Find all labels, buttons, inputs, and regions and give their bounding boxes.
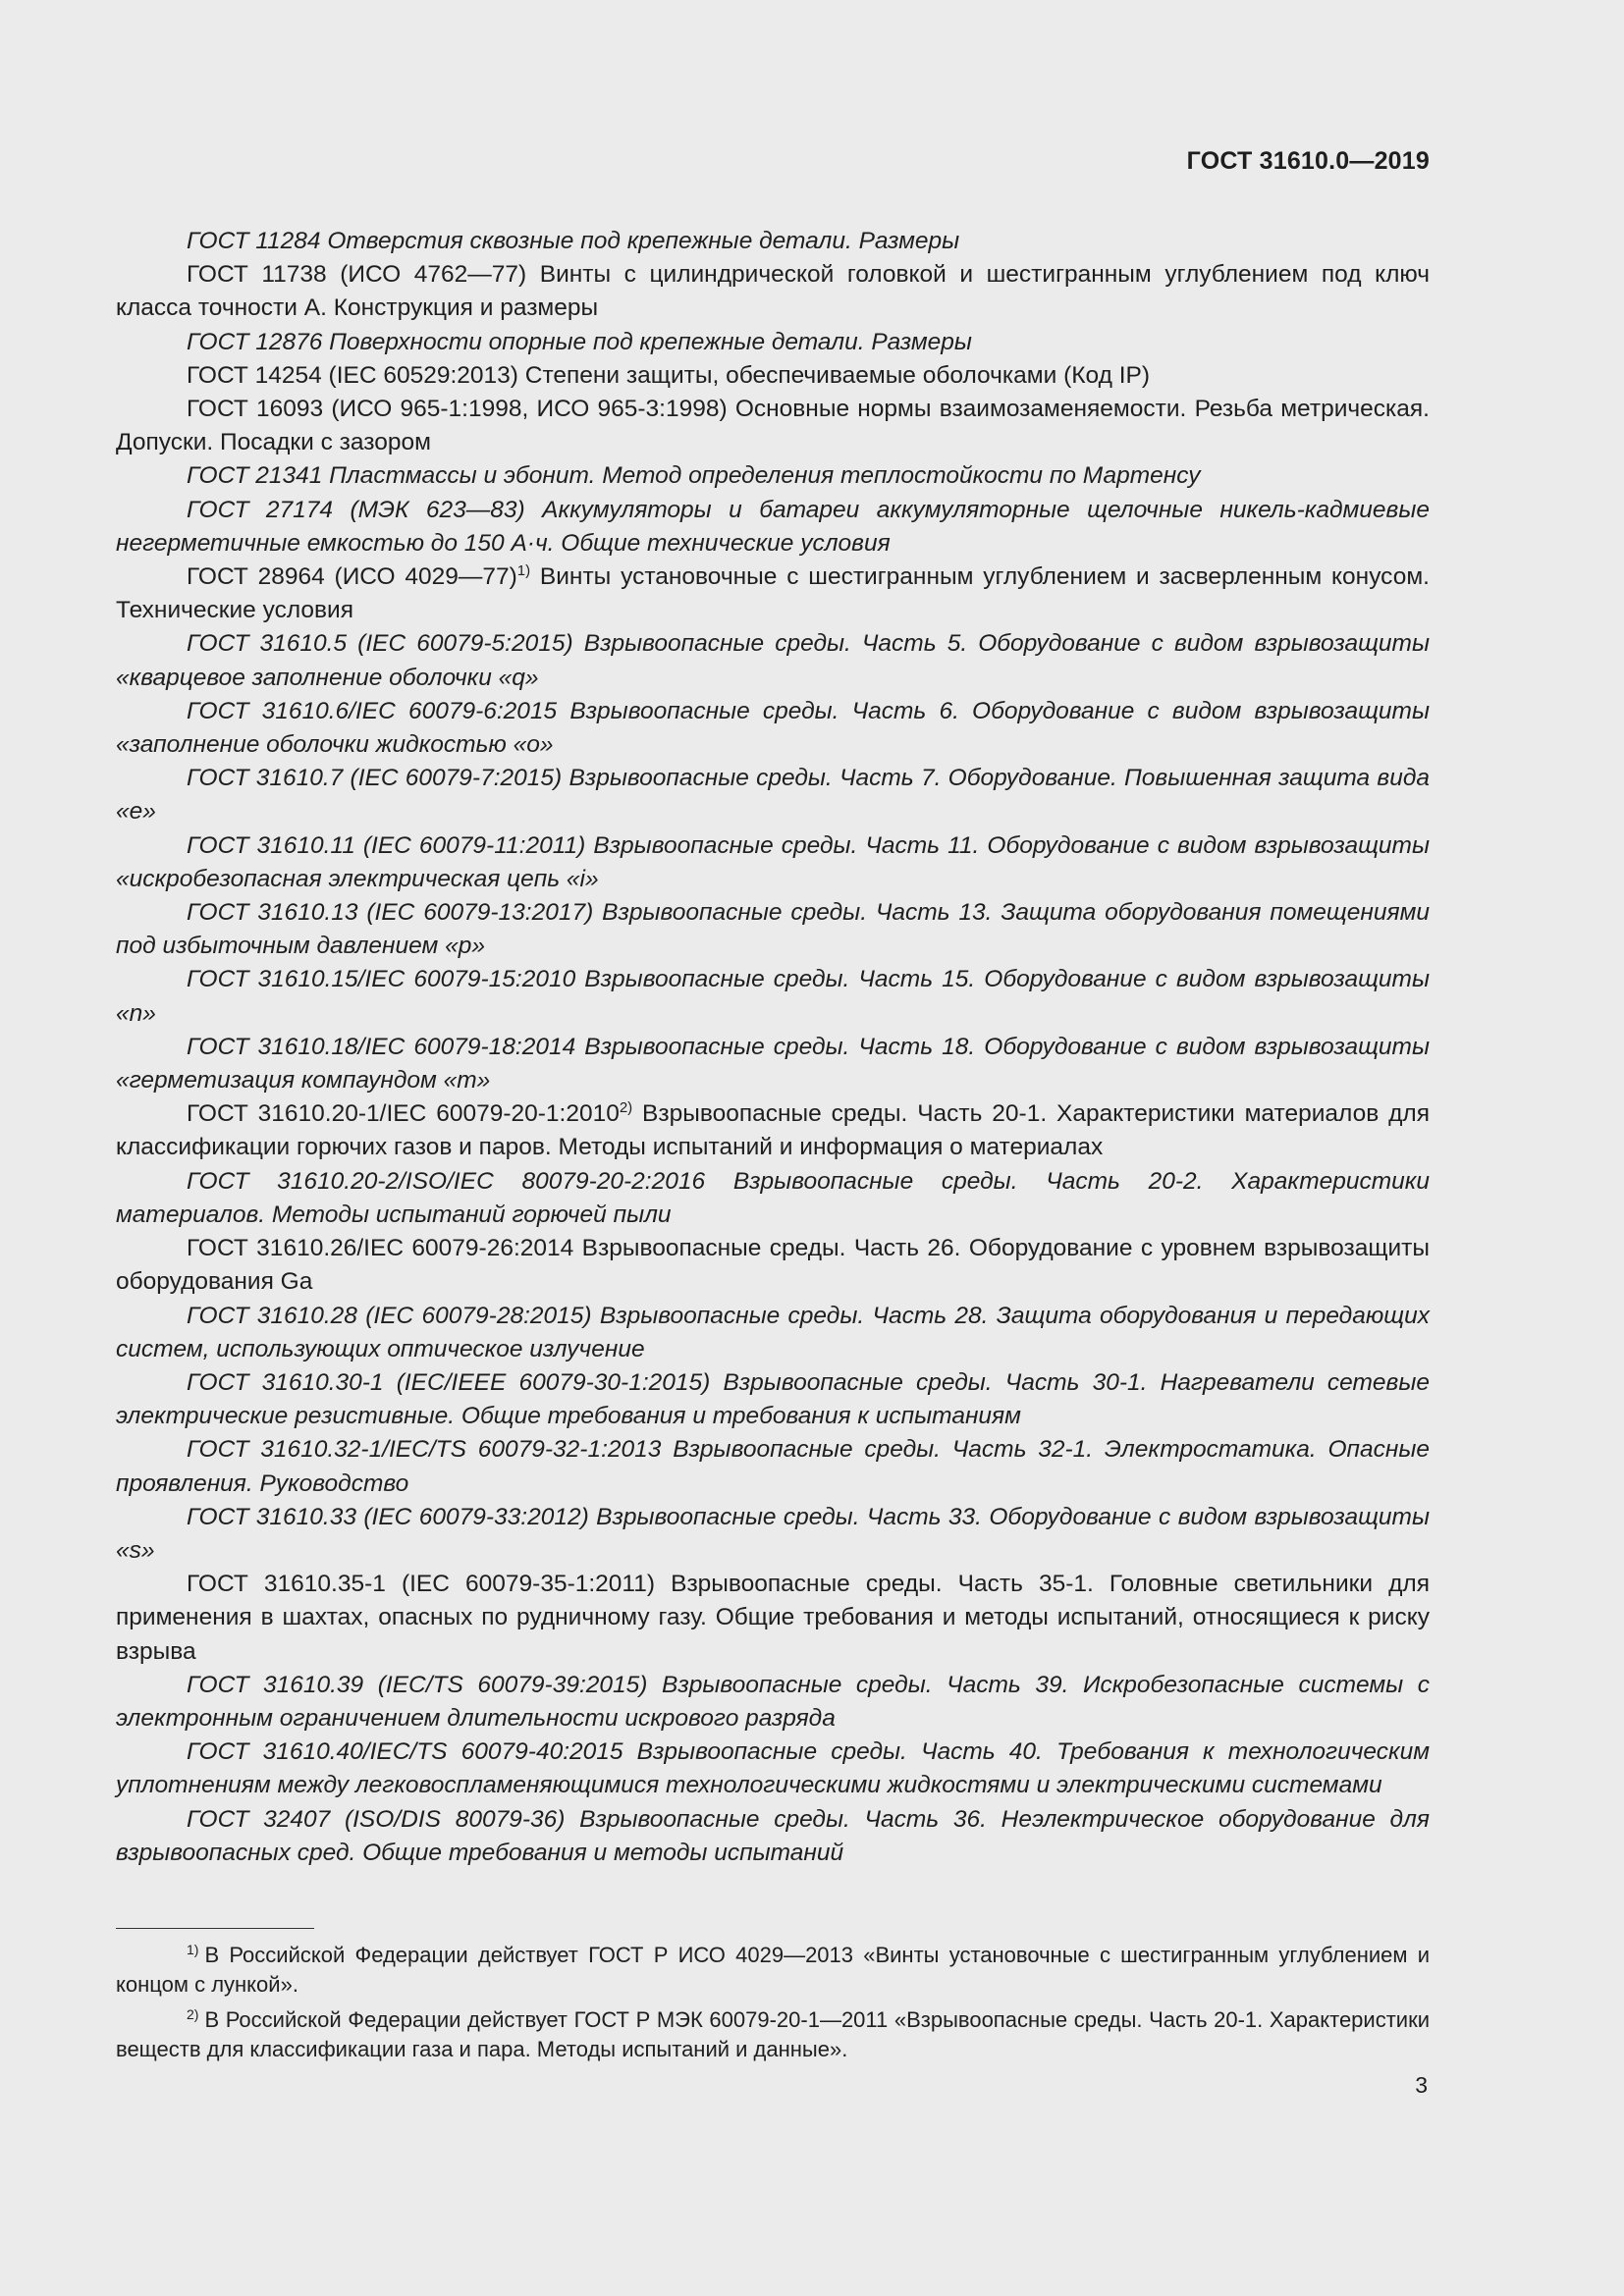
reference-text: ГОСТ 21341 Пластмассы и эбонит. Метод определения теплостойкости по Мартенсу: [187, 462, 1201, 490]
footnote-item: [116, 1941, 1430, 2000]
reference-item: [116, 258, 1430, 325]
reference-item: [116, 326, 1430, 359]
reference-text: ГОСТ 31610.28 (IEC 60079-28:2015) Взрывоопасные среды. Часть 28. Защита оборудования и передающих систем, использующих оптическое излучение: [116, 1302, 1430, 1362]
reference-item: [116, 1366, 1430, 1433]
reference-text: ГОСТ 31610.15/IEC 60079-15:2010 Взрывоопасные среды. Часть 15. Оборудование с видом взрывозащиты «n»: [116, 966, 1430, 1027]
reference-item: [116, 494, 1430, 561]
reference-text: ГОСТ 31610.5 (IEC 60079-5:2015) Взрывоопасные среды. Часть 5. Оборудование с видом взрывозащиты «кварцевое заполнение оболочки «q»: [116, 630, 1430, 691]
reference-item: [116, 1031, 1430, 1097]
reference-item: [116, 1568, 1430, 1669]
reference-text: ГОСТ 11284 Отверстия сквозные под крепежные детали. Размеры: [187, 228, 960, 254]
footnote-mark: 2): [187, 2006, 199, 2022]
reference-text: ГОСТ 31610.39 (IEC/TS 60079-39:2015) Взрывоопасные среды. Часть 39. Искробезопасные системы с электронным ограничением длительности искрового разряда: [116, 1671, 1430, 1732]
reference-item: [116, 225, 1430, 258]
reference-designation: ГОСТ 28964 (ИСО 4029—77): [187, 563, 517, 591]
reference-item: [116, 459, 1430, 493]
reference-text: ГОСТ 31610.35-1 (IEC 60079-35-1:2011) Взрывоопасные среды. Часть 35-1. Головные светильники для применения в шахтах, опасных по рудничному газу. Общие требования и методы испытаний, относящиеся к риску взрыва: [116, 1571, 1430, 1665]
reference-text: ГОСТ 27174 (МЭК 623—83) Аккумуляторы и батареи аккумуляторные щелочные никель-кадмиевые негерметичные емкостью до 150 А·ч. Общие технические условия: [116, 496, 1430, 557]
reference-item: [116, 1735, 1430, 1802]
footnote-item: [116, 2005, 1430, 2064]
reference-item: [116, 1300, 1430, 1366]
reference-text: ГОСТ 31610.7 (IEC 60079-7:2015) Взрывоопасные среды. Часть 7. Оборудование. Повышенная защита вида «е»: [116, 765, 1430, 826]
reference-item: [116, 561, 1430, 627]
reference-text: ГОСТ 31610.11 (IEC 60079-11:2011) Взрывоопасные среды. Часть 11. Оборудование с видом взрывозащиты «искробезопасная электрическая цепь «i»: [116, 831, 1430, 892]
reference-item: [116, 1097, 1430, 1164]
reference-item: [116, 1669, 1430, 1735]
reference-item: [116, 695, 1430, 762]
reference-item: [116, 963, 1430, 1030]
reference-item: [116, 762, 1430, 828]
reference-item: [116, 829, 1430, 896]
reference-item: [116, 1165, 1430, 1232]
normative-references-list: [116, 225, 1430, 1870]
footnote-text: В Российской Федерации действует ГОСТ Р ИСО 4029—2013 «Винты установочные с шестигранным углублением и концом с лункой».: [116, 1943, 1430, 1997]
footnote-mark: 1): [187, 1942, 199, 1957]
reference-item: [116, 1232, 1430, 1299]
reference-item: [116, 896, 1430, 963]
document-header: ГОСТ 31610.0—2019: [1186, 147, 1430, 175]
reference-text: ГОСТ 31610.33 (IEC 60079-33:2012) Взрывоопасные среды. Часть 33. Оборудование с видом взрывозащиты «s»: [116, 1503, 1430, 1564]
footnotes: [116, 1941, 1430, 2070]
reference-text: ГОСТ 32407 (ISO/DIS 80079-36) Взрывоопасные среды. Часть 36. Неэлектрическое оборудование для взрывоопасных сред. Общие требования и методы испытаний: [116, 1805, 1430, 1866]
reference-text: ГОСТ 31610.18/IEC 60079-18:2014 Взрывоопасные среды. Часть 18. Оборудование с видом взрывозащиты «герметизация компаундом «m»: [116, 1033, 1430, 1095]
reference-item: [116, 359, 1430, 393]
reference-item: [116, 627, 1430, 694]
reference-item: [116, 1501, 1430, 1568]
reference-item: [116, 393, 1430, 459]
reference-text: ГОСТ 11738 (ИСО 4762—77) Винты с цилиндрической головкой и шестигранным углублением под ключ класса точности А. Конструкция и размеры: [116, 261, 1430, 322]
reference-text: ГОСТ 16093 (ИСО 965-1:1998, ИСО 965-3:1998) Основные нормы взаимозаменяемости. Резьба метрическая. Допуски. Посадки с зазором: [116, 396, 1430, 456]
reference-text: ГОСТ 31610.30-1 (IEC/IEEE 60079-30-1:2015) Взрывоопасные среды. Часть 30-1. Нагреватели сетевые электрические резистивные. Общие требования и требования к испытаниям: [116, 1368, 1430, 1430]
reference-text: Взрывоопасные среды. Часть 20-1. Характеристики материалов для классификации горючих газов и паров. Методы испытаний и информация о материалах: [116, 1100, 1430, 1161]
footnote-text: В Российской Федерации действует ГОСТ Р МЭК 60079-20-1—2011 «Взрывоопасные среды. Часть 20-1. Характеристики веществ для классификации газа и пара. Методы испытаний и данные».: [116, 2007, 1430, 2061]
reference-item: [116, 1433, 1430, 1500]
reference-item: [116, 1803, 1430, 1870]
reference-text: ГОСТ 31610.40/IEC/TS 60079-40:2015 Взрывоопасные среды. Часть 40. Требования к технологическим уплотнениям между легковоспламеняющимися технологическими жидкостями и электрическими системами: [116, 1738, 1430, 1799]
footnote-separator: [116, 1928, 314, 1929]
reference-text: Винты установочные с шестигранным углублением и засверленным конусом. Технические условия: [116, 563, 1430, 624]
page-number: 3: [1415, 2072, 1428, 2098]
reference-designation: ГОСТ 31610.20-1/IEC 60079-20-1:2010: [187, 1100, 620, 1128]
reference-text: ГОСТ 31610.6/IEC 60079-6:2015 Взрывоопасные среды. Часть 6. Оборудование с видом взрывозащиты «заполнение оболочки жидкостью «о»: [116, 697, 1430, 759]
reference-text: ГОСТ 12876 Поверхности опорные под крепежные детали. Размеры: [187, 328, 972, 355]
reference-text: ГОСТ 31610.32-1/IEC/TS 60079-32-1:2013 Взрывоопасные среды. Часть 32-1. Электростатика. Опасные проявления. Руководство: [116, 1436, 1430, 1497]
reference-text: ГОСТ 14254 (IEC 60529:2013) Степени защиты, обеспечиваемые оболочками (Код IP): [187, 361, 1151, 389]
footnote-ref: 1): [516, 562, 531, 580]
reference-text: ГОСТ 31610.26/IEC 60079-26:2014 Взрывоопасные среды. Часть 26. Оборудование с уровнем взрывозащиты оборудования Ga: [116, 1235, 1430, 1296]
reference-text: ГОСТ 31610.13 (IEC 60079-13:2017) Взрывоопасные среды. Часть 13. Защита оборудования помещениями под избыточным давлением «р»: [116, 899, 1430, 960]
reference-text: ГОСТ 31610.20-2/ISO/IEC 80079-20-2:2016 Взрывоопасные среды. Часть 20-2. Характеристики материалов. Методы испытаний горючей пыли: [116, 1167, 1430, 1228]
footnote-ref: 2): [619, 1099, 633, 1117]
